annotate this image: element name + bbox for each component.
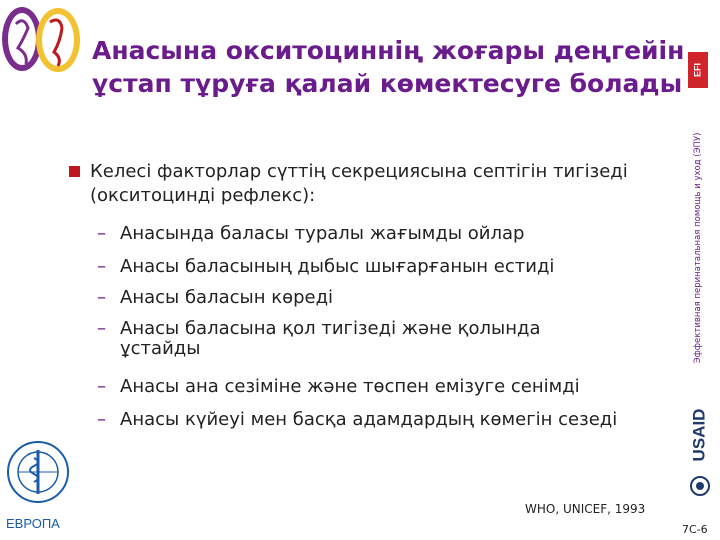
dash-icon: – bbox=[97, 376, 106, 397]
list-item-text: Анасы баласына қол тигізеді және қолында ұстайды bbox=[120, 318, 541, 359]
dash-icon: – bbox=[97, 256, 106, 277]
usaid-logo bbox=[687, 405, 713, 500]
sidebar-caption-text: Эффективная перинатальная помощь и уход (ЭПУ) bbox=[693, 132, 703, 363]
list-item bbox=[65, 224, 680, 244]
sidebar-caption bbox=[688, 115, 708, 380]
source-citation: WHO, UNICEF, 1993 bbox=[525, 502, 646, 516]
list-item bbox=[65, 410, 680, 430]
list-item-text: Анасы күйеуі мен басқа адамдардың көмегін сезеді bbox=[120, 409, 618, 430]
list-item-text: Анасында баласы туралы жағымды ойлар bbox=[120, 223, 525, 244]
list-item-text: Анасы баласының дыбыс шығарғанын естиді bbox=[120, 256, 555, 277]
sub-list bbox=[65, 224, 680, 430]
dash-icon: – bbox=[97, 409, 106, 430]
page-number: 7C-6 bbox=[682, 523, 708, 536]
dash-icon: – bbox=[97, 318, 106, 339]
list-item bbox=[65, 377, 680, 397]
main-bullet-text: Келесі факторлар сүттің секрециясына септігін тигізеді (окситоцинді рефлекс): bbox=[90, 161, 628, 206]
who-emblem-logo bbox=[4, 432, 72, 520]
bullet-square-icon bbox=[69, 166, 80, 177]
list-item-text: Анасы ана сезіміне және төспен емізуге сенімді bbox=[120, 376, 580, 397]
mother-child-logo bbox=[0, 4, 90, 76]
page-title bbox=[92, 34, 692, 100]
who-caption: ЕВРОПА bbox=[6, 516, 60, 531]
badge-text: EFI bbox=[692, 62, 703, 78]
usaid-logo-text: USAID bbox=[689, 408, 709, 462]
list-item bbox=[65, 288, 680, 308]
dash-icon: – bbox=[97, 287, 106, 308]
list-item bbox=[65, 319, 560, 359]
title-line-2: ұстап тұруға қалай көмектесуге болады bbox=[92, 69, 683, 98]
content-area bbox=[65, 160, 680, 430]
list-item-text: Анасы баласын көреді bbox=[120, 287, 334, 308]
main-bullet bbox=[65, 160, 680, 208]
list-item bbox=[65, 257, 680, 277]
title-line-1: Анасына окситоциннің жоғары деңгейін bbox=[92, 36, 685, 65]
dash-icon: – bbox=[97, 223, 106, 244]
efi-badge-logo bbox=[688, 52, 708, 88]
